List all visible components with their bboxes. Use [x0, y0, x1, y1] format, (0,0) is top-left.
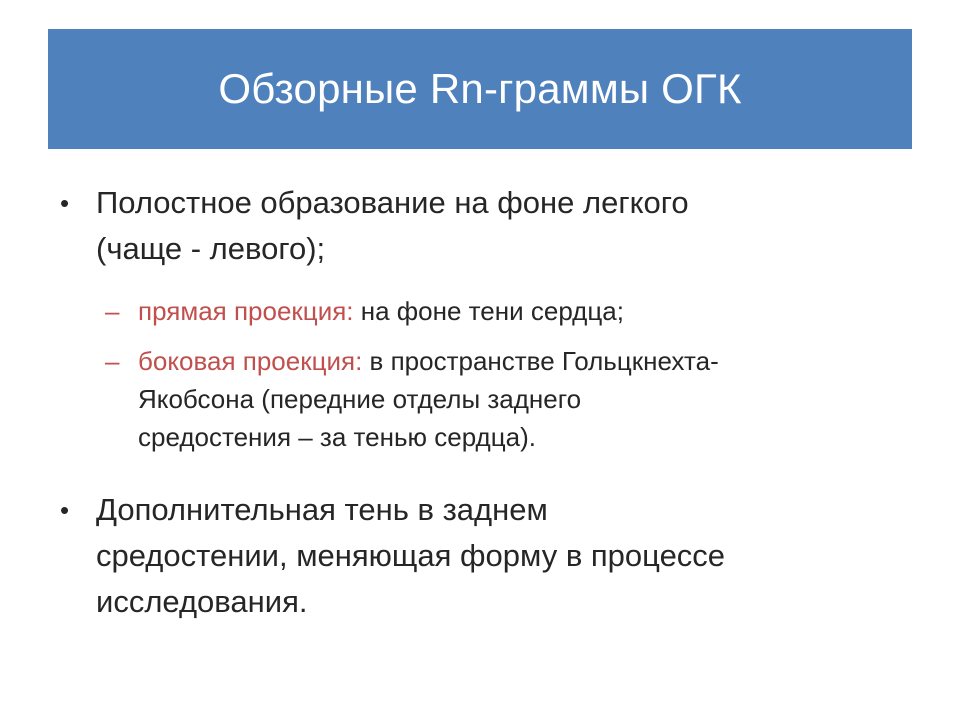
sub-item-text: на фоне тени сердца; — [353, 296, 624, 326]
sub-item — [105, 292, 908, 330]
sub-item-text: в пространстве Гольцкнехта- — [362, 346, 719, 376]
sub-item-label: прямая проекция: — [138, 296, 354, 326]
slide-title: Обзорные Rn-граммы ОГК — [218, 65, 742, 112]
bullet-line: исследования. — [96, 584, 308, 619]
sub-item — [105, 342, 908, 456]
sub-item-line: средостения – за тенью сердца). — [138, 422, 536, 452]
dash-icon: – — [105, 346, 120, 376]
dash-icon: – — [105, 296, 120, 326]
bullet-line: Полостное образование на фоне легкого — [96, 185, 689, 220]
bullet-line: средостении, меняющая форму в процессе — [96, 538, 726, 573]
bullet-icon: • — [60, 188, 70, 218]
bullet-item — [60, 487, 916, 625]
bullet-item — [60, 180, 916, 272]
bullet-line: (чаще - левого); — [96, 231, 326, 266]
bullet-icon: • — [60, 495, 70, 525]
bullet-line: Дополнительная тень в заднем — [96, 492, 548, 527]
sub-item-line: Якобсона (передние отделы заднего — [138, 384, 582, 414]
sub-item-label: боковая проекция: — [138, 346, 363, 376]
